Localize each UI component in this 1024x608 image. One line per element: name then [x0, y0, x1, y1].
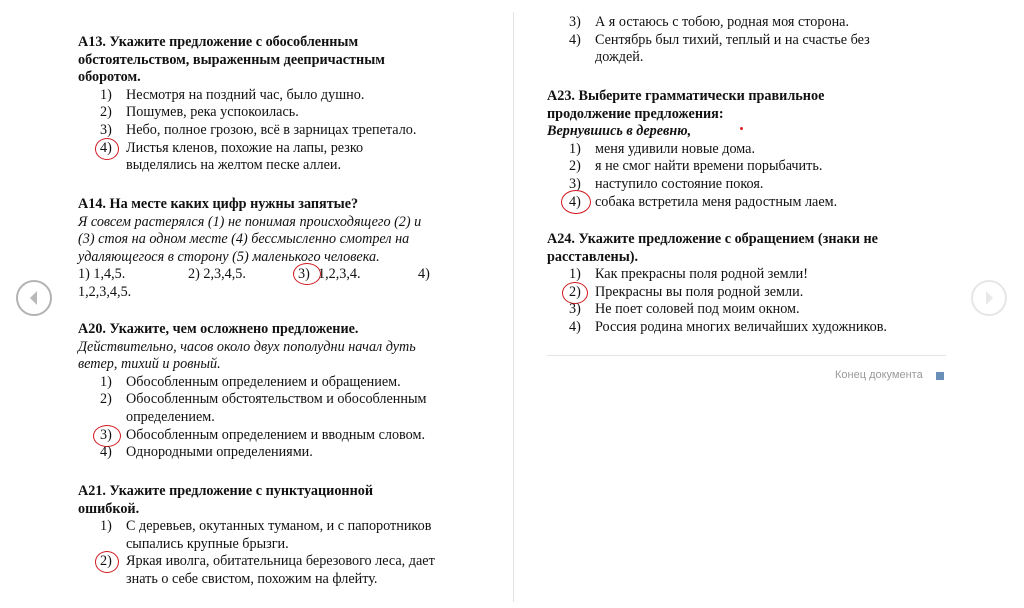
chevron-left-icon — [26, 289, 42, 307]
answer-option[interactable]: 4) — [418, 266, 430, 283]
option-text: Россия родина многих величайших художников. — [595, 318, 887, 335]
option-number: 2) — [100, 391, 112, 408]
option-number: 4) — [569, 318, 581, 335]
option-number: 3) — [569, 175, 581, 192]
option-number: 2) — [100, 104, 112, 121]
answer-option[interactable] — [78, 444, 478, 462]
answer-option[interactable] — [78, 104, 478, 122]
end-of-document-label: Конец документа — [835, 369, 923, 381]
page-divider — [513, 12, 514, 602]
question-title: обстоятельством, выраженным деепричастным — [78, 51, 385, 68]
previous-page-button[interactable] — [16, 280, 52, 316]
answer-option[interactable] — [78, 122, 478, 140]
answer-option[interactable] — [78, 140, 478, 175]
question-title: ошибкой. — [78, 500, 140, 517]
question-text: (3) стоя на одном месте (4) бессмысленно смотрел на — [78, 231, 410, 248]
option-number: 3) — [100, 121, 112, 138]
option-number: 1) — [569, 266, 581, 283]
option-text: Обособленным определением и обращением. — [126, 373, 401, 390]
answer-option[interactable]: 3) — [298, 266, 310, 283]
next-page-button[interactable] — [971, 280, 1007, 316]
option-text: Сентябрь был тихий, теплый и на счастье без — [595, 31, 870, 48]
question-title: А23. Выберите грамматически правильное — [547, 88, 825, 104]
option-text: Яркая иволга, обитательница березового леса, дает — [126, 553, 435, 570]
answer-option[interactable] — [547, 266, 957, 284]
answer-option[interactable] — [547, 176, 947, 194]
question-title: А13. Укажите предложение с обособленным — [78, 34, 359, 50]
answer-option[interactable] — [547, 194, 947, 212]
option-text: Листья кленов, похожие на лапы, резко — [126, 139, 364, 156]
question-text: Действительно, часов около двух пополудни начал дуть — [78, 338, 416, 355]
option-number: 4) — [100, 139, 112, 156]
question-a13 — [78, 34, 478, 175]
option-text: Обособленным определением и вводным словом. — [126, 426, 425, 443]
option-text: наступило состояние покоя. — [595, 175, 764, 192]
stray-mark — [740, 127, 743, 130]
question-a20 — [78, 321, 478, 462]
option-number: 2) — [100, 553, 112, 570]
option-number: 2) — [569, 283, 581, 300]
end-of-document-rule — [547, 355, 946, 356]
answer-option[interactable]: 1) 1,4,5. — [78, 266, 126, 283]
option-text: Пошумев, река успокоилась. — [126, 104, 299, 121]
option-text: Небо, полное грозою, всё в зарницах трепетало. — [126, 121, 417, 138]
question-a21 — [78, 483, 488, 589]
option-text: дождей. — [595, 49, 644, 66]
chevron-right-icon — [981, 289, 997, 307]
question-title: оборотом. — [78, 69, 141, 86]
answer-option[interactable] — [78, 553, 488, 588]
option-number: 1) — [100, 518, 112, 535]
answer-row — [78, 266, 478, 284]
question-text: ветер, тихий и ровный. — [78, 356, 221, 373]
option-text: Несмотря на поздний час, было душно. — [126, 86, 365, 103]
answer-option[interactable] — [547, 301, 957, 319]
option-text: выделялись на желтом песке аллеи. — [126, 157, 342, 174]
question-a14 — [78, 196, 478, 302]
question-text: удаляющегося в сторону (5) маленького человека. — [78, 248, 380, 265]
option-number: 3) — [569, 14, 581, 30]
answer-option[interactable] — [547, 158, 947, 176]
answer-option[interactable] — [78, 374, 478, 392]
answer-option-value: 1,2,3,4,5. — [78, 283, 132, 300]
option-number: 4) — [569, 31, 581, 48]
option-text: сыпались крупные брызги. — [126, 535, 289, 552]
answer-option[interactable] — [78, 518, 488, 553]
question-a22-continued — [547, 14, 947, 67]
answer-option[interactable]: 2) 2,3,4,5. — [188, 266, 246, 283]
question-title: А20. Укажите, чем осложнено предложение. — [78, 321, 359, 337]
option-text: Обособленным обстоятельством и обособленным — [126, 391, 427, 408]
end-of-document-marker-icon — [936, 372, 944, 380]
option-number: 3) — [569, 301, 581, 318]
answer-option[interactable] — [78, 391, 478, 426]
answer-option-value: 1,2,3,4. — [318, 266, 361, 283]
option-text: определением. — [126, 408, 215, 425]
answer-option[interactable] — [547, 319, 957, 337]
option-text: С деревьев, окутанных туманом, и с папоротников — [126, 518, 432, 535]
answer-option[interactable] — [547, 32, 947, 67]
option-number: 1) — [100, 373, 112, 390]
question-text: Я совсем растерялся (1) не понимая происходящего (2) и — [78, 213, 422, 230]
option-text: знать о себе свистом, похожим на флейту. — [126, 570, 378, 587]
option-text: меня удивили новые дома. — [595, 140, 755, 157]
answer-option[interactable] — [547, 14, 947, 32]
option-text: Как прекрасны поля родной земли! — [595, 266, 808, 283]
question-title: А24. Укажите предложение с обращением (знаки не — [547, 231, 878, 247]
option-text: Не поет соловей под моим окном. — [595, 301, 800, 318]
answer-option[interactable] — [78, 427, 478, 445]
option-text: собака встретила меня радостным лаем. — [595, 193, 838, 210]
question-title: продолжение предложения: — [547, 105, 724, 122]
option-number: 1) — [569, 140, 581, 157]
option-number: 2) — [569, 158, 581, 175]
question-title: расставлены). — [547, 248, 639, 265]
option-number: 3) — [100, 426, 112, 443]
option-text: Прекрасны вы поля родной земли. — [595, 283, 804, 300]
option-number: 1) — [100, 86, 112, 103]
question-subject: Вернувшись в деревню, — [547, 123, 692, 140]
option-number: 4) — [569, 193, 581, 210]
answer-option[interactable] — [547, 284, 957, 302]
question-title: А14. На месте каких цифр нужны запятые? — [78, 196, 359, 212]
question-a23 — [547, 88, 947, 211]
answer-option[interactable] — [78, 87, 478, 105]
option-text: А я остаюсь с тобою, родная моя сторона. — [595, 14, 850, 30]
option-text: я не смог найти времени порыбачить. — [595, 158, 823, 175]
question-title: А21. Укажите предложение с пунктуационной — [78, 483, 374, 499]
option-text: Однородными определениями. — [126, 444, 313, 461]
option-number: 4) — [100, 444, 112, 461]
answer-option[interactable] — [547, 141, 947, 159]
question-a24 — [547, 231, 957, 337]
